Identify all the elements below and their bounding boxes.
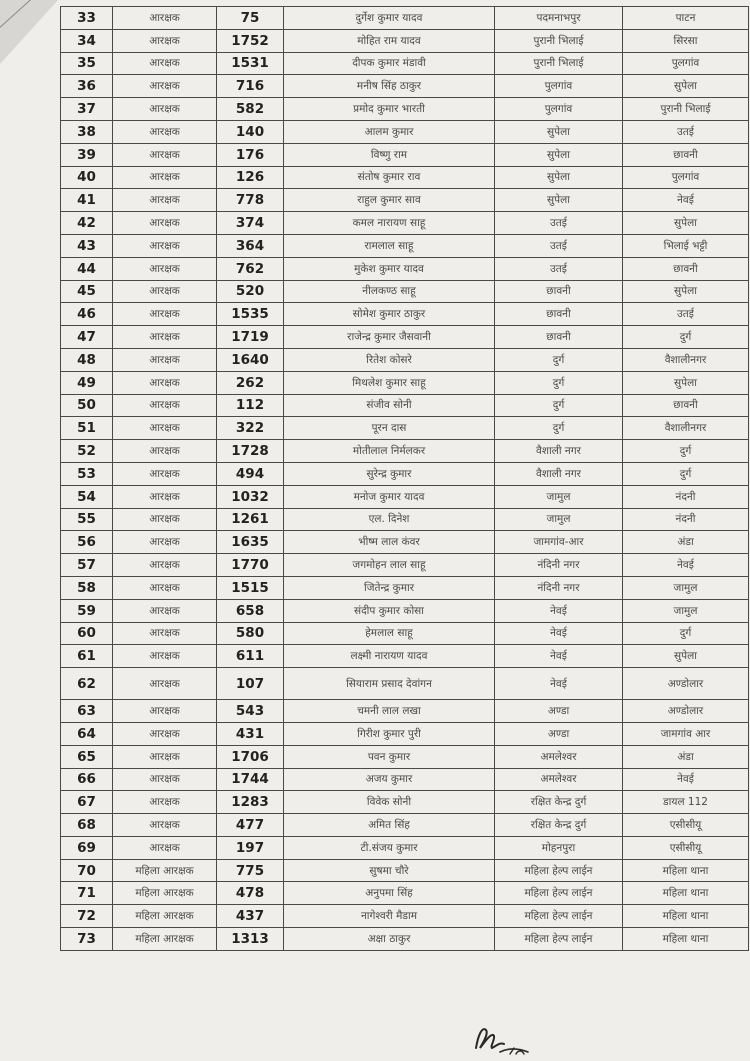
table-row <box>61 859 749 882</box>
table-row <box>61 645 749 668</box>
employee-name-cell: रितेश कोसरे <box>284 348 495 371</box>
rank-cell: आरक्षक <box>113 234 217 257</box>
badge-number-cell: 1635 <box>217 531 284 554</box>
new-posting-cell: अण्डोलार <box>623 668 749 700</box>
badge-number-cell: 580 <box>217 622 284 645</box>
badge-number-cell: 1770 <box>217 554 284 577</box>
rank-cell: महिला आरक्षक <box>113 859 217 882</box>
rank-cell: आरक्षक <box>113 212 217 235</box>
badge-number-cell: 778 <box>217 189 284 212</box>
current-posting-cell: अमलेश्वर <box>495 768 623 791</box>
current-posting-cell: नंदिनी नगर <box>495 576 623 599</box>
new-posting-cell: सुपेला <box>623 212 749 235</box>
new-posting-cell: अंडा <box>623 745 749 768</box>
rank-cell: महिला आरक्षक <box>113 882 217 905</box>
current-posting-cell: पुरानी भिलाई <box>495 29 623 52</box>
serial-number-cell: 37 <box>61 98 113 121</box>
new-posting-cell: जामुल <box>623 599 749 622</box>
badge-number-cell: 107 <box>217 668 284 700</box>
serial-number-cell: 71 <box>61 882 113 905</box>
badge-number-cell: 1719 <box>217 326 284 349</box>
serial-number-cell: 35 <box>61 52 113 75</box>
employee-name-cell: राहुल कुमार साव <box>284 189 495 212</box>
new-posting-cell: उतई <box>623 120 749 143</box>
new-posting-cell: पुलगांव <box>623 52 749 75</box>
new-posting-cell: भिलाई भट्टी <box>623 234 749 257</box>
employee-name-cell: रामलाल साहू <box>284 234 495 257</box>
serial-number-cell: 50 <box>61 394 113 417</box>
badge-number-cell: 520 <box>217 280 284 303</box>
current-posting-cell: पुलगांव <box>495 98 623 121</box>
current-posting-cell: उतई <box>495 212 623 235</box>
table-row <box>61 75 749 98</box>
table-row <box>61 928 749 951</box>
badge-number-cell: 1261 <box>217 508 284 531</box>
rank-cell: आरक्षक <box>113 768 217 791</box>
new-posting-cell: जामगांव आर <box>623 722 749 745</box>
employee-name-cell: दीपक कुमार मंडावी <box>284 52 495 75</box>
badge-number-cell: 658 <box>217 599 284 622</box>
current-posting-cell: रक्षित केन्द्र दुर्ग <box>495 814 623 837</box>
employee-name-cell: जगमोहन लाल साहू <box>284 554 495 577</box>
table-row <box>61 531 749 554</box>
table-row <box>61 745 749 768</box>
badge-number-cell: 1752 <box>217 29 284 52</box>
employee-name-cell: मुकेश कुमार यादव <box>284 257 495 280</box>
rank-cell: आरक्षक <box>113 531 217 554</box>
serial-number-cell: 64 <box>61 722 113 745</box>
table-row <box>61 508 749 531</box>
rank-cell: आरक्षक <box>113 576 217 599</box>
employee-name-cell: मनीष सिंह ठाकुर <box>284 75 495 98</box>
current-posting-cell: उतई <box>495 257 623 280</box>
serial-number-cell: 45 <box>61 280 113 303</box>
current-posting-cell: दुर्ग <box>495 371 623 394</box>
badge-number-cell: 126 <box>217 166 284 189</box>
badge-number-cell: 1531 <box>217 52 284 75</box>
serial-number-cell: 56 <box>61 531 113 554</box>
badge-number-cell: 1744 <box>217 768 284 791</box>
table-row <box>61 440 749 463</box>
badge-number-cell: 775 <box>217 859 284 882</box>
table-row <box>61 257 749 280</box>
employee-name-cell: प्रमोद कुमार भारती <box>284 98 495 121</box>
new-posting-cell: सुपेला <box>623 645 749 668</box>
rank-cell: आरक्षक <box>113 75 217 98</box>
rank-cell: आरक्षक <box>113 303 217 326</box>
new-posting-cell: छावनी <box>623 143 749 166</box>
table-row <box>61 417 749 440</box>
employee-name-cell: मनोज कुमार यादव <box>284 485 495 508</box>
table-row <box>61 768 749 791</box>
table-row <box>61 371 749 394</box>
current-posting-cell: मोहनपुरा <box>495 836 623 859</box>
employee-name-cell: अक्षा ठाकुर <box>284 928 495 951</box>
employee-name-cell: नागेश्वरी मैडाम <box>284 905 495 928</box>
rank-cell: आरक्षक <box>113 326 217 349</box>
current-posting-cell: नंदिनी नगर <box>495 554 623 577</box>
employee-name-cell: संदीप कुमार कोसा <box>284 599 495 622</box>
employee-name-cell: सुषमा चौरे <box>284 859 495 882</box>
current-posting-cell: सुपेला <box>495 166 623 189</box>
current-posting-cell: अमलेश्वर <box>495 745 623 768</box>
current-posting-cell: नेवई <box>495 622 623 645</box>
rank-cell: आरक्षक <box>113 440 217 463</box>
new-posting-cell: अण्डोलार <box>623 700 749 723</box>
rank-cell: आरक्षक <box>113 371 217 394</box>
table-body <box>61 7 749 951</box>
current-posting-cell: छावनी <box>495 280 623 303</box>
table-row <box>61 599 749 622</box>
employee-name-cell: चमनी लाल लखा <box>284 700 495 723</box>
employee-name-cell: सोमेश कुमार ठाकुर <box>284 303 495 326</box>
serial-number-cell: 65 <box>61 745 113 768</box>
badge-number-cell: 1728 <box>217 440 284 463</box>
current-posting-cell: सुपेला <box>495 189 623 212</box>
new-posting-cell: पाटन <box>623 7 749 30</box>
badge-number-cell: 478 <box>217 882 284 905</box>
badge-number-cell: 1283 <box>217 791 284 814</box>
serial-number-cell: 72 <box>61 905 113 928</box>
current-posting-cell: महिला हेल्प लाईन <box>495 928 623 951</box>
rank-cell: आरक्षक <box>113 7 217 30</box>
new-posting-cell: एसीसीयू <box>623 836 749 859</box>
badge-number-cell: 140 <box>217 120 284 143</box>
table-row <box>61 166 749 189</box>
badge-number-cell: 364 <box>217 234 284 257</box>
serial-number-cell: 61 <box>61 645 113 668</box>
serial-number-cell: 51 <box>61 417 113 440</box>
rank-cell: आरक्षक <box>113 645 217 668</box>
serial-number-cell: 53 <box>61 462 113 485</box>
table-row <box>61 722 749 745</box>
employee-name-cell: पवन कुमार <box>284 745 495 768</box>
current-posting-cell: नेवई <box>495 645 623 668</box>
employee-name-cell: पूरन दास <box>284 417 495 440</box>
new-posting-cell: नंदनी <box>623 485 749 508</box>
transfer-table <box>60 6 749 951</box>
serial-number-cell: 47 <box>61 326 113 349</box>
new-posting-cell: छावनी <box>623 394 749 417</box>
current-posting-cell: वैशाली नगर <box>495 462 623 485</box>
table-row <box>61 212 749 235</box>
employee-name-cell: राजेन्द्र कुमार जैसवानी <box>284 326 495 349</box>
serial-number-cell: 67 <box>61 791 113 814</box>
current-posting-cell: महिला हेल्प लाईन <box>495 905 623 928</box>
badge-number-cell: 75 <box>217 7 284 30</box>
badge-number-cell: 1313 <box>217 928 284 951</box>
table-row <box>61 143 749 166</box>
current-posting-cell: छावनी <box>495 303 623 326</box>
employee-name-cell: जितेन्द्र कुमार <box>284 576 495 599</box>
serial-number-cell: 46 <box>61 303 113 326</box>
employee-name-cell: विवेक सोनी <box>284 791 495 814</box>
serial-number-cell: 55 <box>61 508 113 531</box>
current-posting-cell: अण्डा <box>495 722 623 745</box>
rank-cell: आरक्षक <box>113 745 217 768</box>
table-row <box>61 120 749 143</box>
badge-number-cell: 477 <box>217 814 284 837</box>
current-posting-cell: वैशाली नगर <box>495 440 623 463</box>
rank-cell: आरक्षक <box>113 722 217 745</box>
serial-number-cell: 70 <box>61 859 113 882</box>
new-posting-cell: पुलगांव <box>623 166 749 189</box>
new-posting-cell: नेवई <box>623 189 749 212</box>
serial-number-cell: 68 <box>61 814 113 837</box>
serial-number-cell: 52 <box>61 440 113 463</box>
current-posting-cell: सुपेला <box>495 120 623 143</box>
serial-number-cell: 54 <box>61 485 113 508</box>
badge-number-cell: 1032 <box>217 485 284 508</box>
new-posting-cell: दुर्ग <box>623 326 749 349</box>
new-posting-cell: वैशालीनगर <box>623 348 749 371</box>
rank-cell: आरक्षक <box>113 257 217 280</box>
table-row <box>61 98 749 121</box>
serial-number-cell: 63 <box>61 700 113 723</box>
rank-cell: आरक्षक <box>113 417 217 440</box>
table-row <box>61 394 749 417</box>
serial-number-cell: 40 <box>61 166 113 189</box>
employee-name-cell: गिरीश कुमार पुरी <box>284 722 495 745</box>
rank-cell: आरक्षक <box>113 280 217 303</box>
new-posting-cell: महिला थाना <box>623 859 749 882</box>
table-row <box>61 700 749 723</box>
new-posting-cell: नेवई <box>623 768 749 791</box>
current-posting-cell: उतई <box>495 234 623 257</box>
new-posting-cell: सुपेला <box>623 371 749 394</box>
serial-number-cell: 39 <box>61 143 113 166</box>
table-row <box>61 280 749 303</box>
current-posting-cell: सुपेला <box>495 143 623 166</box>
badge-number-cell: 716 <box>217 75 284 98</box>
employee-name-cell: अमित सिंह <box>284 814 495 837</box>
current-posting-cell: पुरानी भिलाई <box>495 52 623 75</box>
current-posting-cell: छावनी <box>495 326 623 349</box>
rank-cell: आरक्षक <box>113 599 217 622</box>
new-posting-cell: महिला थाना <box>623 882 749 905</box>
employee-name-cell: कमल नारायण साहू <box>284 212 495 235</box>
badge-number-cell: 762 <box>217 257 284 280</box>
table-row <box>61 189 749 212</box>
badge-number-cell: 1640 <box>217 348 284 371</box>
table-row <box>61 814 749 837</box>
rank-cell: आरक्षक <box>113 348 217 371</box>
new-posting-cell: डायल 112 <box>623 791 749 814</box>
new-posting-cell: जामुल <box>623 576 749 599</box>
employee-name-cell: नीलकण्ठ साहू <box>284 280 495 303</box>
rank-cell: आरक्षक <box>113 791 217 814</box>
current-posting-cell: दुर्ग <box>495 394 623 417</box>
rank-cell: आरक्षक <box>113 394 217 417</box>
badge-number-cell: 1706 <box>217 745 284 768</box>
rank-cell: आरक्षक <box>113 29 217 52</box>
employee-name-cell: संजीव सोनी <box>284 394 495 417</box>
current-posting-cell: महिला हेल्प लाईन <box>495 882 623 905</box>
current-posting-cell: जामुल <box>495 508 623 531</box>
serial-number-cell: 57 <box>61 554 113 577</box>
table-row <box>61 554 749 577</box>
serial-number-cell: 66 <box>61 768 113 791</box>
badge-number-cell: 374 <box>217 212 284 235</box>
table-row <box>61 622 749 645</box>
rank-cell: आरक्षक <box>113 508 217 531</box>
table-row <box>61 52 749 75</box>
current-posting-cell: पदमनाभपुर <box>495 7 623 30</box>
current-posting-cell: जामगांव-आर <box>495 531 623 554</box>
rank-cell: आरक्षक <box>113 700 217 723</box>
rank-cell: आरक्षक <box>113 814 217 837</box>
rank-cell: आरक्षक <box>113 462 217 485</box>
employee-name-cell: आलम कुमार <box>284 120 495 143</box>
table-row <box>61 882 749 905</box>
badge-number-cell: 197 <box>217 836 284 859</box>
table-row <box>61 326 749 349</box>
badge-number-cell: 112 <box>217 394 284 417</box>
serial-number-cell: 41 <box>61 189 113 212</box>
new-posting-cell: नेवई <box>623 554 749 577</box>
new-posting-cell: महिला थाना <box>623 928 749 951</box>
table-row <box>61 836 749 859</box>
new-posting-cell: नंदनी <box>623 508 749 531</box>
table-row <box>61 234 749 257</box>
serial-number-cell: 73 <box>61 928 113 951</box>
current-posting-cell: पुलगांव <box>495 75 623 98</box>
employee-name-cell: अनुपमा सिंह <box>284 882 495 905</box>
employee-name-cell: सियाराम प्रसाद देवांगन <box>284 668 495 700</box>
rank-cell: आरक्षक <box>113 836 217 859</box>
rank-cell: आरक्षक <box>113 143 217 166</box>
table-row <box>61 348 749 371</box>
new-posting-cell: छावनी <box>623 257 749 280</box>
current-posting-cell: महिला हेल्प लाईन <box>495 859 623 882</box>
serial-number-cell: 58 <box>61 576 113 599</box>
rank-cell: आरक्षक <box>113 52 217 75</box>
current-posting-cell: दुर्ग <box>495 348 623 371</box>
serial-number-cell: 36 <box>61 75 113 98</box>
employee-name-cell: हेमलाल साहू <box>284 622 495 645</box>
new-posting-cell: पुरानी भिलाई <box>623 98 749 121</box>
rank-cell: आरक्षक <box>113 98 217 121</box>
badge-number-cell: 1535 <box>217 303 284 326</box>
rank-cell: आरक्षक <box>113 166 217 189</box>
badge-number-cell: 431 <box>217 722 284 745</box>
new-posting-cell: दुर्ग <box>623 462 749 485</box>
current-posting-cell: अण्डा <box>495 700 623 723</box>
rank-cell: आरक्षक <box>113 189 217 212</box>
employee-name-cell: दुर्गेश कुमार यादव <box>284 7 495 30</box>
table-row <box>61 462 749 485</box>
serial-number-cell: 49 <box>61 371 113 394</box>
badge-number-cell: 494 <box>217 462 284 485</box>
table-row <box>61 791 749 814</box>
new-posting-cell: सुपेला <box>623 280 749 303</box>
current-posting-cell: दुर्ग <box>495 417 623 440</box>
serial-number-cell: 34 <box>61 29 113 52</box>
employee-name-cell: अजय कुमार <box>284 768 495 791</box>
serial-number-cell: 48 <box>61 348 113 371</box>
employee-name-cell: संतोष कुमार राव <box>284 166 495 189</box>
badge-number-cell: 543 <box>217 700 284 723</box>
new-posting-cell: दुर्ग <box>623 440 749 463</box>
signature <box>470 1018 550 1058</box>
new-posting-cell: सुपेला <box>623 75 749 98</box>
page-fold <box>0 0 58 64</box>
employee-name-cell: एल. दिनेश <box>284 508 495 531</box>
serial-number-cell: 38 <box>61 120 113 143</box>
employee-name-cell: लक्ष्मी नारायण यादव <box>284 645 495 668</box>
new-posting-cell: अंडा <box>623 531 749 554</box>
rank-cell: आरक्षक <box>113 485 217 508</box>
employee-name-cell: मोतीलाल निर्मलकर <box>284 440 495 463</box>
table-row <box>61 905 749 928</box>
rank-cell: आरक्षक <box>113 120 217 143</box>
current-posting-cell: रक्षित केन्द्र दुर्ग <box>495 791 623 814</box>
employee-name-cell: टी.संजय कुमार <box>284 836 495 859</box>
serial-number-cell: 62 <box>61 668 113 700</box>
rank-cell: आरक्षक <box>113 554 217 577</box>
employee-name-cell: विष्णु राम <box>284 143 495 166</box>
table-row <box>61 576 749 599</box>
new-posting-cell: एसीसीयू <box>623 814 749 837</box>
employee-name-cell: मिथलेश कुमार साहू <box>284 371 495 394</box>
employee-name-cell: भीष्म लाल कंवर <box>284 531 495 554</box>
current-posting-cell: जामुल <box>495 485 623 508</box>
table-row <box>61 303 749 326</box>
new-posting-cell: वैशालीनगर <box>623 417 749 440</box>
new-posting-cell: महिला थाना <box>623 905 749 928</box>
table-row <box>61 7 749 30</box>
badge-number-cell: 611 <box>217 645 284 668</box>
serial-number-cell: 59 <box>61 599 113 622</box>
table-row <box>61 29 749 52</box>
new-posting-cell: सिरसा <box>623 29 749 52</box>
badge-number-cell: 262 <box>217 371 284 394</box>
serial-number-cell: 33 <box>61 7 113 30</box>
badge-number-cell: 437 <box>217 905 284 928</box>
serial-number-cell: 42 <box>61 212 113 235</box>
employee-name-cell: मोहित राम यादव <box>284 29 495 52</box>
new-posting-cell: दुर्ग <box>623 622 749 645</box>
table-row <box>61 668 749 700</box>
current-posting-cell: नेवई <box>495 599 623 622</box>
rank-cell: महिला आरक्षक <box>113 928 217 951</box>
serial-number-cell: 60 <box>61 622 113 645</box>
rank-cell: महिला आरक्षक <box>113 905 217 928</box>
employee-name-cell: सुरेन्द्र कुमार <box>284 462 495 485</box>
table-row <box>61 485 749 508</box>
rank-cell: आरक्षक <box>113 668 217 700</box>
new-posting-cell: उतई <box>623 303 749 326</box>
badge-number-cell: 322 <box>217 417 284 440</box>
rank-cell: आरक्षक <box>113 622 217 645</box>
badge-number-cell: 176 <box>217 143 284 166</box>
badge-number-cell: 582 <box>217 98 284 121</box>
badge-number-cell: 1515 <box>217 576 284 599</box>
serial-number-cell: 44 <box>61 257 113 280</box>
serial-number-cell: 69 <box>61 836 113 859</box>
current-posting-cell: नेवई <box>495 668 623 700</box>
serial-number-cell: 43 <box>61 234 113 257</box>
